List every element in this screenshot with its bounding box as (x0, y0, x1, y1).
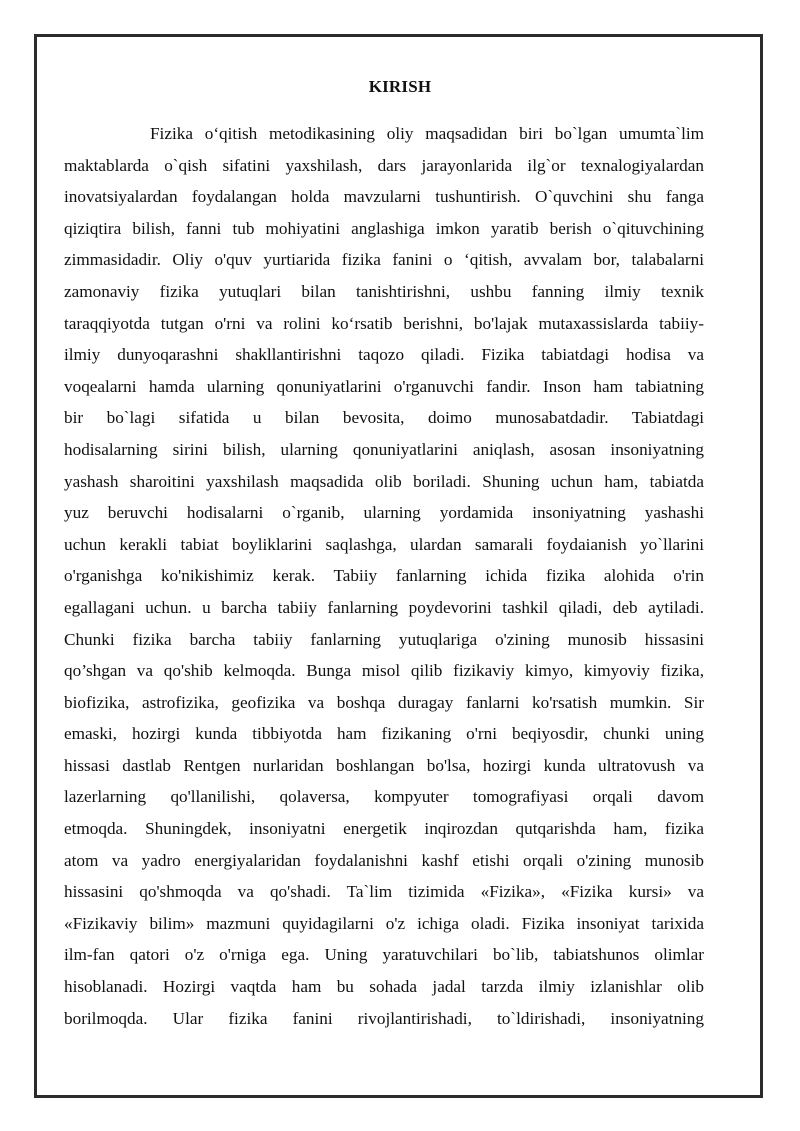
text-line: atom va yadro energiyalaridan foydalanishni kashf etishi orqali o'zining munosib (64, 850, 704, 870)
text-line: hisoblanadi. Hozirgi vaqtda ham bu sohada jadal tarzda ilmiy izlanishlar olib (64, 977, 704, 997)
text-line: lazerlarning qo'llanilishi, qolaversa, kompyuter tomografiyasi orqali davom (64, 787, 704, 807)
text-line: hodisalarning sirini bilish, ularning qonuniyatlarini aniqlash, asosan insoniyatning (64, 439, 704, 459)
text-line: zimmasidadir. Oliy o'quv yurtiarida fizika fanini o ‘qitish, avvalam bor, talabalarni (64, 250, 704, 270)
text-line: maktablarda o`qish sifatini yaxshilash, dars jarayonlarida ilg`or texnalogiyalardan (64, 155, 704, 175)
text-line: inovatsiyalardan foydalangan holda mavzularni tushuntirish. O`quvchini shu fanga (64, 187, 704, 207)
text-line: uchun kerakli tabiat boyliklarini saqlashga, ulardan samarali foydaianish yo`llarini (64, 534, 704, 554)
document-title: KIRISH (368, 77, 432, 96)
text-line: borilmoqda. Ular fizika fanini rivojlantirishadi, to`ldirishadi, insoniyatning (64, 1008, 704, 1028)
text-line: bir bo`lagi sifatida u bilan bevosita, doimo munosabatdadir. Tabiatdagi (64, 408, 704, 428)
text-line: ilm-fan qatori o'z o'rniga ega. Uning yaratuvchilari bo`lib, tabiatshunos olimlar (64, 945, 704, 965)
text-line: emaski, hozirgi kunda tibbiyotda ham fizikaning o'rni beqiyosdir, chunki uning (64, 724, 704, 744)
text-line: etmoqda. Shuningdek, insoniyatni energetik inqirozdan qutqarishda ham, fizika (64, 819, 704, 839)
text-line: qiziqtira bilish, fanni tub mohiyatini anglashiga imkon yaratib berish o`qituvchining (64, 218, 704, 238)
text-line: o'rganishga ko'nikishimiz kerak. Tabiiy fanlarning ichida fizika alohida o'rin (64, 566, 704, 586)
text-line: hissasi dastlab Rentgen nurlaridan boshlangan bo'lsa, hozirgi kunda ultratovush va (64, 755, 704, 775)
body-text (64, 118, 704, 1034)
text-line: voqealarni hamda ularning qonuniyatlarini o'rganuvchi fandir. Inson ham tabiatning (64, 376, 704, 396)
text-line: Fizika o‘qitish metodikasining oliy maqsadidan biri bo`lgan umumta`lim (150, 124, 704, 143)
text-line: qo’shgan va qo'shib kelmoqda. Bunga misol qilib fizikaviy kimyo, kimyoviy fizika, (64, 661, 704, 681)
text-line: yashash sharoitini yaxshilash maqsadida olib boriladi. Shuning uchun ham, tabiatda (64, 471, 704, 491)
text-line: ilmiy dunyoqarashni shakllantirishni taqozo qiladi. Fizika tabiatdagi hodisa va (64, 345, 704, 365)
text-line: zamonaviy fizika yutuqlari bilan tanishtirishni, ushbu fanning ilmiy texnik (64, 281, 704, 301)
text-line: Chunki fizika barcha tabiiy fanlarning yutuqlariga o'zining munosib hissasini (64, 629, 704, 649)
text-line: biofizika, astrofizika, geofizika va boshqa duragay fanlarni ko'rsatish mumkin. Sir (64, 692, 704, 712)
text-line: «Fizikaviy bilim» mazmuni quyidagilarni o'z ichiga oladi. Fizika insoniyat tarixida (64, 913, 704, 933)
text-line: egallagani uchun. u barcha tabiiy fanlarning poydevorini tashkil qiladi, deb aytiladi. (64, 597, 704, 617)
text-line: taraqqiyotda tutgan o'rni va rolini ko‘rsatib berishni, bo'lajak mutaxassislarda tabiiy- (64, 313, 704, 333)
text-line: hissasini qo'shmoqda va qo'shadi. Ta`lim tizimida «Fizika», «Fizika kursi» va (64, 882, 704, 902)
text-line: yuz beruvchi hodisalarni o`rganib, ularning yordamida insoniyatning yashashi (64, 503, 704, 523)
